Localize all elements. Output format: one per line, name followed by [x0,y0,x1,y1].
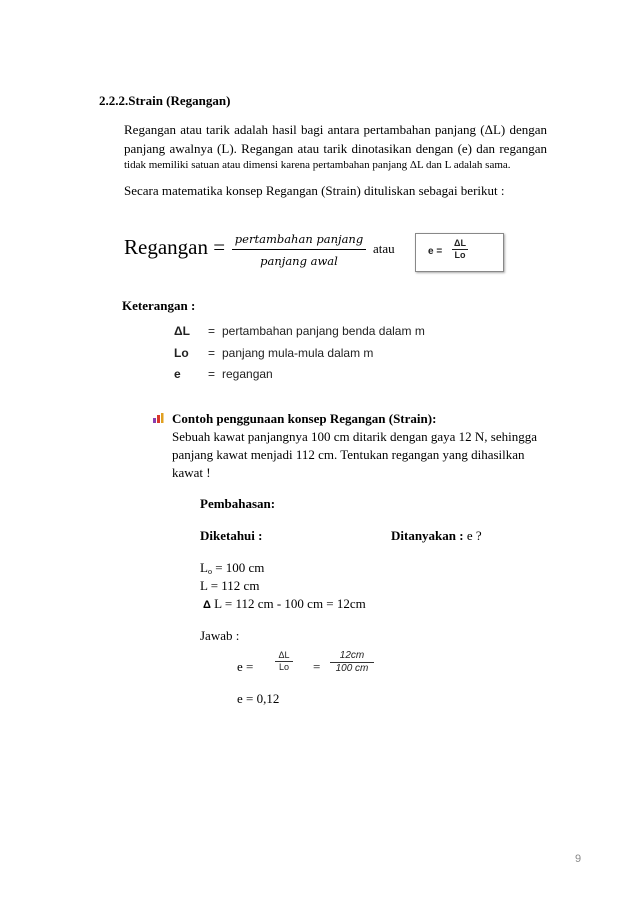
legend-text: pertambahan panjang benda dalam m [222,324,425,338]
given-lo [200,560,264,576]
frac1-numerator: ΔL [275,650,293,662]
example-line: Sebuah kawat panjangnya 100 cm ditarik dengan gaya 12 N, sehingga [172,429,537,444]
box-e-label: e = [428,246,443,257]
answer-e-label: e = [237,659,254,674]
example-line: panjang kawat menjadi 112 cm. Tentukan regangan yang dihasilkan [172,447,525,462]
frac2-denominator: 100 cm [335,663,369,674]
formula-numerator: pertambahan panjang [232,232,366,250]
legend-equals: = [208,324,216,338]
legend-equals: = [208,367,216,381]
ditanyakan-value: e ? [466,528,482,543]
paragraph-intro-formula: Secara matematika konsep Regangan (Strain) dituliskan sebagai berikut : [124,183,505,198]
pembahasan-label: Pembahasan: [200,496,276,511]
bullet-icon [152,412,164,424]
formula-fraction [232,232,366,268]
ditanyakan [391,528,482,544]
diketahui-label: Diketahui : [200,528,263,543]
delta-l-value: L = 112 cm - 100 cm = 12cm [214,596,366,611]
jawab-label: Jawab : [200,628,240,643]
lo-symbol: L [200,560,208,575]
paragraph-line: panjang awalnya (L). Regangan atau tarik dinotasikan dengan (e) dan regangan [124,141,547,156]
legend-symbol: ΔL [174,324,190,338]
example-title: Contoh penggunaan konsep Regangan (Strain): [172,411,437,426]
answer-fraction-1 [275,650,293,672]
formula-image-box [415,233,504,272]
box-numerator: ΔL [452,238,468,250]
answer-result: e = 0,12 [237,691,280,706]
lo-value: = 100 cm [215,560,265,575]
frac2-numerator: 12cm [330,650,374,663]
formula-atau: atau [373,241,395,256]
legend-text: regangan [222,367,273,381]
given-delta-l [203,596,366,612]
given-l: L = 112 cm [200,578,260,593]
page-number: 9 [575,853,582,865]
paragraph-line: Regangan atau tarik adalah hasil bagi antara pertambahan panjang (ΔL) dengan [124,122,547,137]
formula-label: Regangan = [124,235,226,259]
legend-symbol: e [174,367,181,381]
lo-subscript: o [207,567,212,576]
frac1-denominator: Lo [278,662,289,672]
answer-equals: = [313,659,321,674]
box-denominator: Lo [454,250,466,260]
answer-fraction-2 [330,650,374,674]
legend-symbol: Lo [174,346,189,360]
paragraph-line: tidak memiliki satuan atau dimensi karena pertambahan panjang ΔL dan L adalah sama. [124,159,511,171]
legend-equals: = [208,346,216,360]
formula-denominator: panjang awal [260,254,338,268]
box-fraction [452,238,468,260]
delta-symbol: Δ [203,599,211,611]
keterangan-heading: Keterangan : [122,298,196,313]
example-line: kawat ! [172,465,211,480]
ditanyakan-label: Ditanyakan : [391,528,464,543]
section-heading: 2.2.2.Strain (Regangan) [99,93,231,108]
legend-text: panjang mula-mula dalam m [222,346,374,360]
